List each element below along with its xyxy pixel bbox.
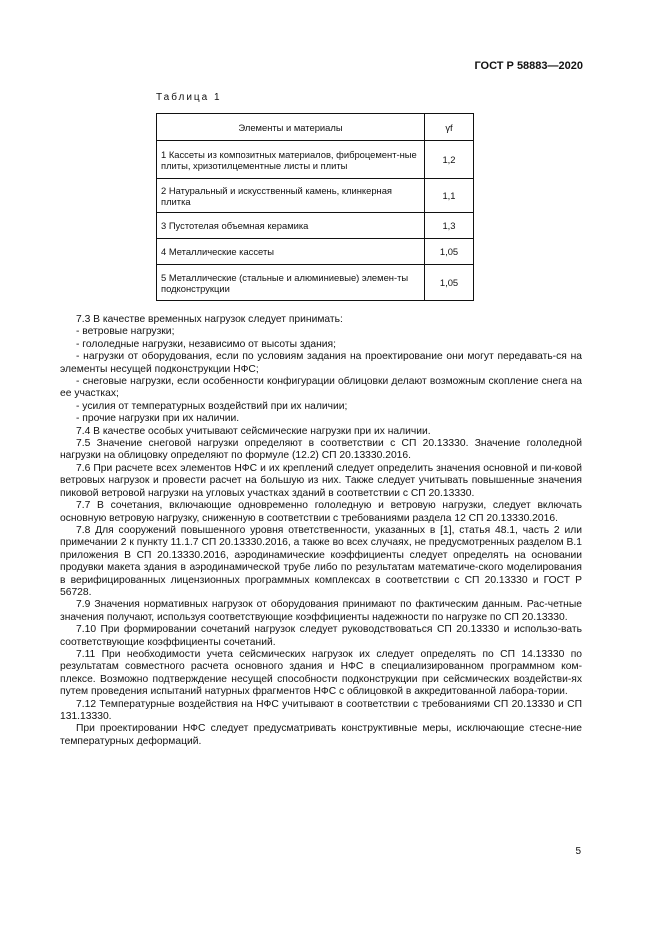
document-header: ГОСТ Р 58883—2020	[474, 60, 583, 72]
table-cell-value: 1,3	[425, 213, 474, 239]
paragraph: 7.6 При расчете всех элементов НФС и их креплений следует определить значения основной и пи-ковой ветровых нагрузок и провести расчет на большую из них. Также следует учитывать повышенные значения пиковой ветровой нагрузки на угловых участках зданий в соответствии с СП 20.13330.	[60, 462, 582, 499]
table-row	[157, 213, 474, 239]
paragraph: При проектировании НФС следует предусматривать конструктивные меры, исключающие стесне-ние температурных деформаций.	[60, 723, 582, 747]
table-caption: Таблица 1	[156, 92, 222, 103]
paragraph: 7.8 Для сооружений повышенного уровня ответственности, указанных в [1], статья 48.1, часть 2 или примечании 2 к пункту 11.1.7 СП 20.13330.2016, а также во всех случаях, не предусмотренных разделом В.1 приложения В СП 20.13330.2016, аэродинамические коэффициенты следует определять на основании продувки макета здания в аэродинамической трубе либо по результатам математиче-ского моделирования в верифицированных лицензионных программных комплексах в соответствии с СП 20.13330 и ГОСТ Р 56728.	[60, 524, 582, 598]
table-cell-value: 1,05	[425, 239, 474, 265]
table-cell-material: 2 Натуральный и искусственный камень, клинкерная плитка	[157, 179, 425, 213]
list-item: - усилия от температурных воздействий при их наличии;	[76, 400, 348, 412]
paragraph: 7.10 При формировании сочетаний нагрузок следует руководствоваться СП 20.13330 и использо-вать соответствующие коэффициенты сочетаний.	[60, 624, 582, 648]
table-cell-value: 1,2	[425, 141, 474, 179]
table-header-materials: Элементы и материалы	[157, 114, 425, 141]
document-body	[60, 314, 582, 748]
list-item: - прочие нагрузки при их наличии.	[76, 413, 240, 425]
paragraph: 7.12 Температурные воздействия на НФС учитывают в соответствии с требованиями СП 20.13330 и СП 131.13330.	[60, 698, 582, 722]
paragraph: 7.7 В сочетания, включающие одновременно гололедную и ветровую нагрузки, следует включать основную ветровую нагрузку, сниженную в соответствии с требованиями раздела 12 СП 20.13330.2016.	[60, 500, 582, 524]
page-number: 5	[575, 846, 581, 857]
list-item: - гололедные нагрузки, независимо от высоты здания;	[76, 338, 336, 350]
table-row	[157, 265, 474, 301]
table-row	[157, 239, 474, 265]
table-header-coefficient: γf	[425, 114, 474, 141]
paragraph: 7.3 В качестве временных нагрузок следует принимать:	[76, 314, 343, 325]
paragraph: 7.4 В качестве особых учитывают сейсмические нагрузки при их наличии.	[76, 425, 431, 437]
table-cell-material: 4 Металлические кассеты	[157, 239, 425, 265]
list-item: - снеговые нагрузки, если особенности конфигурации облицовки делают возможным скопление снега на ее участках;	[60, 376, 582, 400]
paragraph: 7.11 При необходимости учета сейсмических нагрузок их следует определять по СП 14.13330 по результатам совместного расчета основного здания и НФС в специализированном программном ком-плексе. Возможно подтверждение несущей способности подконструкции при сейсмических воздействи-ях путем проведения испытаний натурных фрагментов НФС с облицовкой в аккредитованной лабора-тории.	[60, 648, 582, 698]
table-cell-material: 1 Кассеты из композитных материалов, фиброцемент-ные плиты, хризотилцементные листы и плиты	[157, 141, 425, 179]
table-row	[157, 141, 474, 179]
paragraph: 7.9 Значения нормативных нагрузок от оборудования принимают по фактическим данным. Рас-четные значения получают, используя соответствующие коэффициенты надежности по нагрузке по СП 20.13330.	[60, 599, 582, 623]
list-item: - ветровые нагрузки;	[76, 326, 175, 338]
table-header-row	[157, 114, 474, 141]
table-cell-value: 1,05	[425, 265, 474, 301]
table-cell-material: 5 Металлические (стальные и алюминиевые) элемен-ты подконструкции	[157, 265, 425, 301]
list-item: - нагрузки от оборудования, если по условиям задания на проектирование они могут передавать-ся на элементы несущей подконструкции НФС;	[60, 351, 582, 375]
table-row	[157, 179, 474, 213]
table-cell-value: 1,1	[425, 179, 474, 213]
paragraph: 7.5 Значение снеговой нагрузки определяют в соответствии с СП 20.13330. Значение гололедной нагрузки на облицовку определяют по формуле (12.2) СП 20.13330.2016.	[60, 438, 582, 462]
table-cell-material: 3 Пустотелая объемная керамика	[157, 213, 425, 239]
coefficients-table	[156, 113, 474, 301]
